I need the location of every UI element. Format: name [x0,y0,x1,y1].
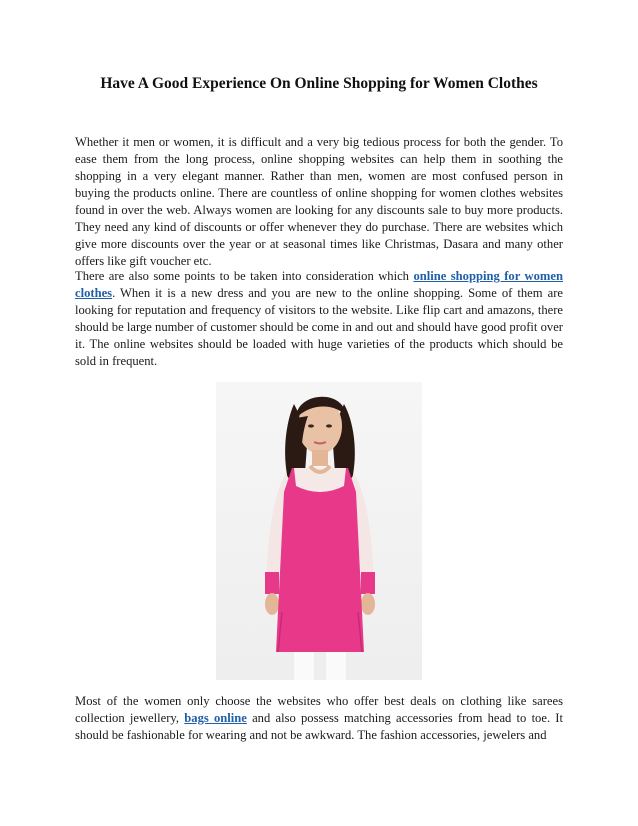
paragraph-deals [75,693,563,744]
paragraph-text: and also possess matching accessories from head to toe. It should be fashionable for wearing and not be awkward. The fashion accessories, jewelers and [75,711,563,742]
link-online-shopping-women-clothes[interactable]: online shopping for women clothes [75,269,563,300]
paragraph-text: There are also some points to be taken into consideration which [75,269,414,283]
product-photo-pink-kurta [216,382,422,680]
page-title: Have A Good Experience On Online Shopping for Women Clothes [100,75,538,92]
paragraph-intro: Whether it men or women, it is difficult and a very big tedious process for both the gender. To ease them from the long process, online shopping websites can help them in soothing the shopping in a very elegant manner. Rather than men, women are most confused person in buying the products online. There are countless of online shopping for women clothes websites found in over the web. Always women are looking for any discounts sale to buy more products. They need any kind of discounts or offer whenever they do purchase. There are websites which give more discounts over the year or at seasonal times like Christmas, Dasara and many other offers like gift voucher etc. [75,135,563,268]
paragraph-text: Most of the women only choose the websites who offer best deals on clothing like sarees collection jewellery, [75,694,563,725]
link-bags-online[interactable]: bags online [184,711,247,725]
paragraph-considerations [75,268,563,370]
model-illustration [216,382,422,680]
paragraph-text: . When it is a new dress and you are new to the online shopping. Some of them are looking for reputation and frequency of visitors to the website. Like flip cart and amazons, there should be large number of customer should be come in and out and should have good profit over it. The online websites should be loaded with huge varieties of the products which should be sold in frequent. [75,286,563,368]
